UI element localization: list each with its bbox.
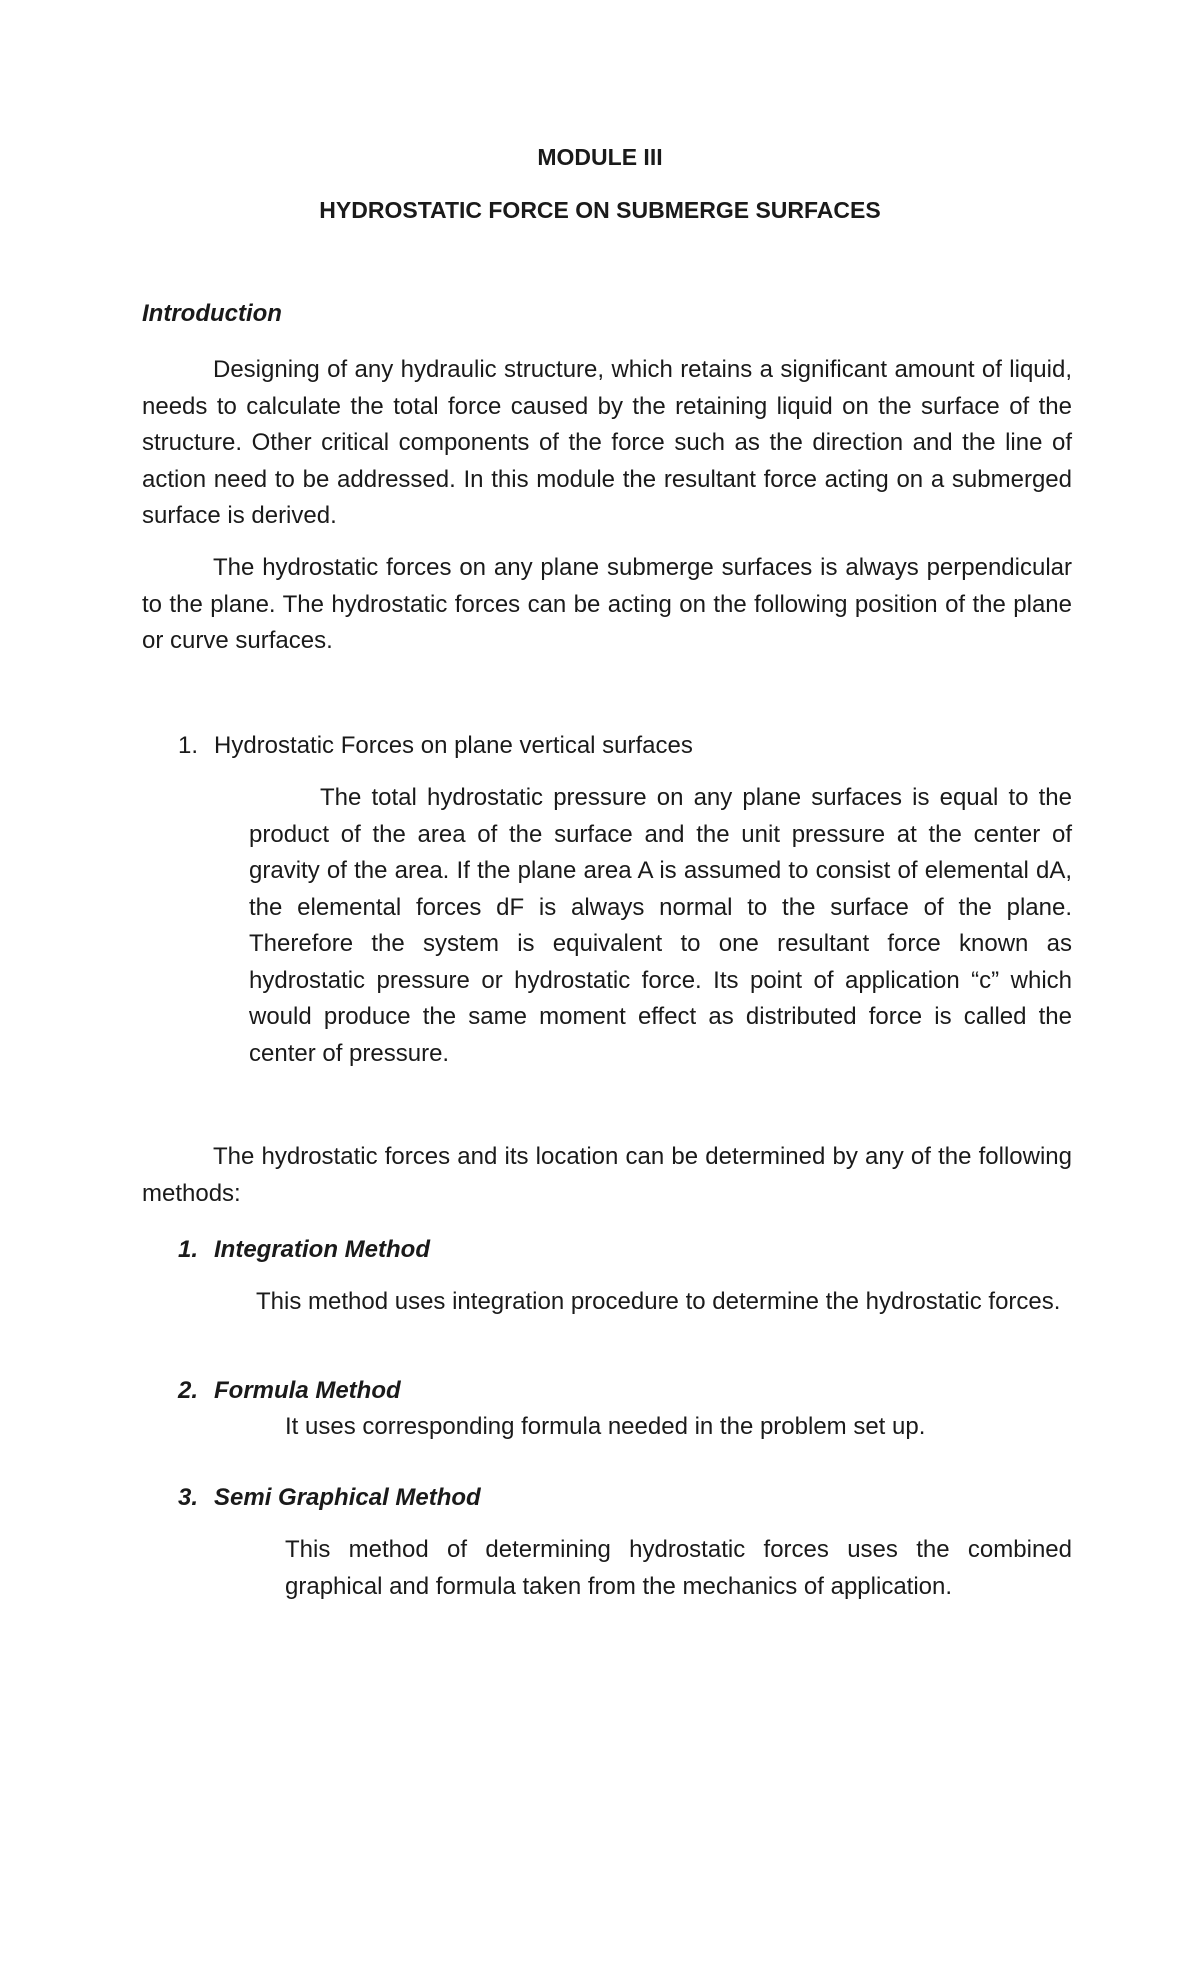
- method-1-description: This method uses integration procedure to determine the hydrostatic forces.: [256, 1288, 1061, 1315]
- document-subtitle: HYDROSTATIC FORCE ON SUBMERGE SURFACES: [319, 197, 881, 223]
- section-1-title: Hydrostatic Forces on plane vertical surfaces: [214, 732, 693, 759]
- methods-intro-paragraph: The hydrostatic forces and its location can be determined by any of the following methods:: [142, 1143, 1072, 1207]
- introduction-paragraph-1: Designing of any hydraulic structure, which retains a significant amount of liquid, needs to calculate the total force caused by the retaining liquid on the surface of the structure. Other critical components of the force such as the direction and the line of action need to be addressed. In this module the resultant force acting on a submerged surface is derived.: [142, 356, 1072, 529]
- section-1-paragraph: The total hydrostatic pressure on any plane surfaces is equal to the product of the area of the surface and the unit pressure at the center of gravity of the area. If the plane area A is assumed to consist of elemental dA, the elemental forces dF is always normal to the surface of the plane. Therefore the system is equivalent to one resultant force known as hydrostatic pressure or hydrostatic force. Its point of application “c” which would produce the same moment effect as distributed force is called the center of pressure.: [249, 784, 1072, 1067]
- module-title: MODULE III: [537, 144, 663, 170]
- introduction-heading: Introduction: [142, 300, 282, 327]
- method-2-title: 2. Formula Method: [178, 1377, 401, 1404]
- section-1-number: 1.: [178, 732, 199, 759]
- method-3-title: 3. Semi Graphical Method: [178, 1484, 481, 1511]
- introduction-paragraph-2: The hydrostatic forces on any plane submerge surfaces is always perpendicular to the plane. The hydrostatic forces can be acting on the following position of the plane or curve surfaces.: [142, 554, 1072, 654]
- section-1-heading: [178, 728, 693, 764]
- method-3-description: This method of determining hydrostatic forces uses the combined graphical and formula taken from the mechanics of application.: [285, 1536, 1072, 1600]
- method-1-title: 1. Integration Method: [178, 1236, 430, 1263]
- method-2-description: It uses corresponding formula needed in the problem set up.: [285, 1413, 926, 1440]
